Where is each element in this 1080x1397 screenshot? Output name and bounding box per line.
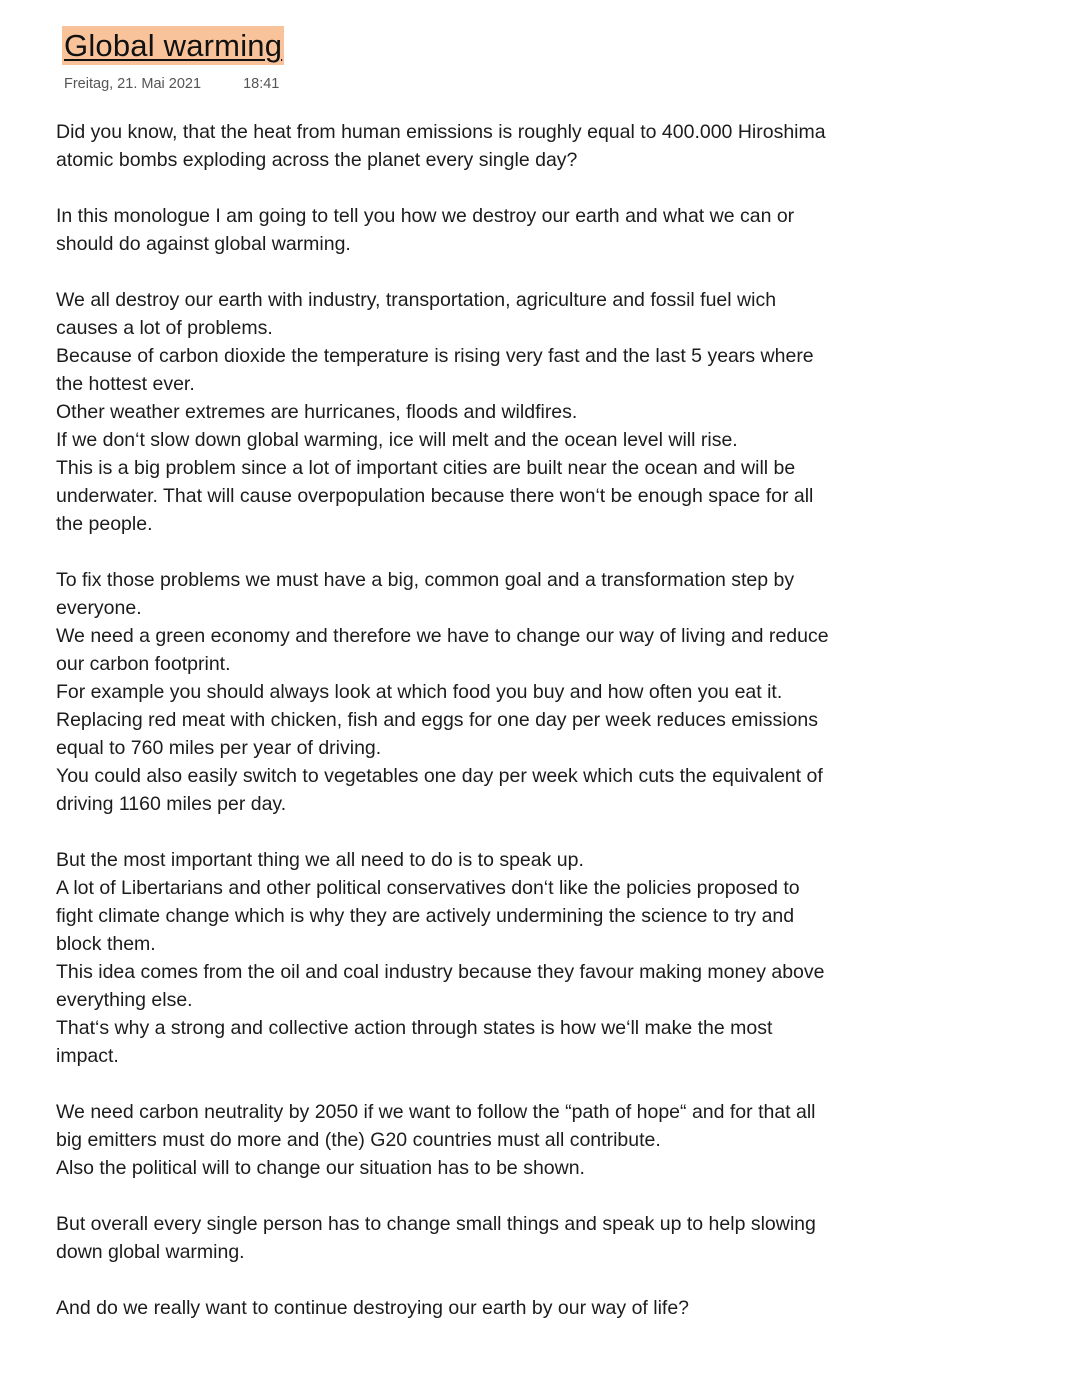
paragraph bbox=[56, 286, 916, 538]
paragraph bbox=[56, 1294, 916, 1322]
note-body[interactable] bbox=[56, 118, 916, 1322]
paragraph bbox=[56, 202, 916, 258]
text-line: Did you know, that the heat from human emissions is roughly equal to 400.000 Hiroshima bbox=[56, 121, 826, 143]
paragraph-gap bbox=[56, 1182, 916, 1210]
text-line: But the most important thing we all need to do is to speak up. bbox=[56, 849, 584, 871]
text-line: We need a green economy and therefore we have to change our way of living and reduce bbox=[56, 625, 829, 647]
note-meta bbox=[64, 76, 279, 92]
text-line: fight climate change which is why they are actively undermining the science to try and bbox=[56, 905, 795, 927]
note-title[interactable]: Global warming bbox=[64, 28, 283, 63]
text-line: Also the political will to change our situation has to be shown. bbox=[56, 1157, 585, 1179]
text-line: That‘s why a strong and collective action through states is how we‘ll make the most bbox=[56, 1017, 773, 1039]
paragraph bbox=[56, 1098, 916, 1182]
paragraph-gap bbox=[56, 1266, 916, 1294]
text-line: We need carbon neutrality by 2050 if we want to follow the “path of hope“ and for that all bbox=[56, 1101, 816, 1123]
text-line: impact. bbox=[56, 1045, 119, 1067]
note-time: 18:41 bbox=[243, 76, 280, 92]
paragraph bbox=[56, 118, 916, 174]
text-line: You could also easily switch to vegetables one day per week which cuts the equivalent of bbox=[56, 765, 823, 787]
paragraph-gap bbox=[56, 538, 916, 566]
text-line: We all destroy our earth with industry, transportation, agriculture and fossil fuel wich bbox=[56, 289, 777, 311]
text-line: should do against global warming. bbox=[56, 233, 351, 255]
paragraph bbox=[56, 1210, 916, 1266]
text-line: This idea comes from the oil and coal industry because they favour making money above bbox=[56, 961, 825, 983]
text-line: underwater. That will cause overpopulation because there won‘t be enough space for all bbox=[56, 485, 814, 507]
text-line: driving 1160 miles per day. bbox=[56, 793, 287, 815]
text-line: our carbon footprint. bbox=[56, 653, 231, 675]
text-line: Because of carbon dioxide the temperature is rising very fast and the last 5 years where bbox=[56, 345, 814, 367]
paragraph-gap bbox=[56, 818, 916, 846]
text-line: This is a big problem since a lot of important cities are built near the ocean and will be bbox=[56, 457, 796, 479]
text-line: big emitters must do more and (the) G20 countries must all contribute. bbox=[56, 1129, 661, 1151]
text-line: Replacing red meat with chicken, fish and eggs for one day per week reduces emissions bbox=[56, 709, 818, 731]
text-line: everything else. bbox=[56, 989, 193, 1011]
text-line: Other weather extremes are hurricanes, floods and wildfires. bbox=[56, 401, 578, 423]
paragraph bbox=[56, 566, 916, 818]
text-line: block them. bbox=[56, 933, 156, 955]
text-line: everyone. bbox=[56, 597, 142, 619]
paragraph bbox=[56, 846, 916, 1070]
paragraph-gap bbox=[56, 174, 916, 202]
note-title-wrapper bbox=[62, 26, 284, 65]
text-line: causes a lot of problems. bbox=[56, 317, 273, 339]
text-line: In this monologue I am going to tell you how we destroy our earth and what we can or bbox=[56, 205, 795, 227]
text-line: atomic bombs exploding across the planet every single day? bbox=[56, 149, 578, 171]
text-line: To fix those problems we must have a big, common goal and a transformation step by bbox=[56, 569, 795, 591]
text-line: A lot of Libertarians and other political conservatives don‘t like the policies proposed to bbox=[56, 877, 800, 899]
text-line: But overall every single person has to change small things and speak up to help slowing bbox=[56, 1213, 816, 1235]
note-date: Freitag, 21. Mai 2021 bbox=[64, 76, 202, 92]
text-line: For example you should always look at which food you buy and how often you eat it. bbox=[56, 681, 783, 703]
text-line: the people. bbox=[56, 513, 153, 535]
text-line: equal to 760 miles per year of driving. bbox=[56, 737, 382, 759]
text-line: And do we really want to continue destroying our earth by our way of life? bbox=[56, 1297, 690, 1319]
text-line: If we don‘t slow down global warming, ice will melt and the ocean level will rise. bbox=[56, 429, 738, 451]
paragraph-gap bbox=[56, 258, 916, 286]
text-line: the hottest ever. bbox=[56, 373, 195, 395]
text-line: down global warming. bbox=[56, 1241, 245, 1263]
paragraph-gap bbox=[56, 1070, 916, 1098]
